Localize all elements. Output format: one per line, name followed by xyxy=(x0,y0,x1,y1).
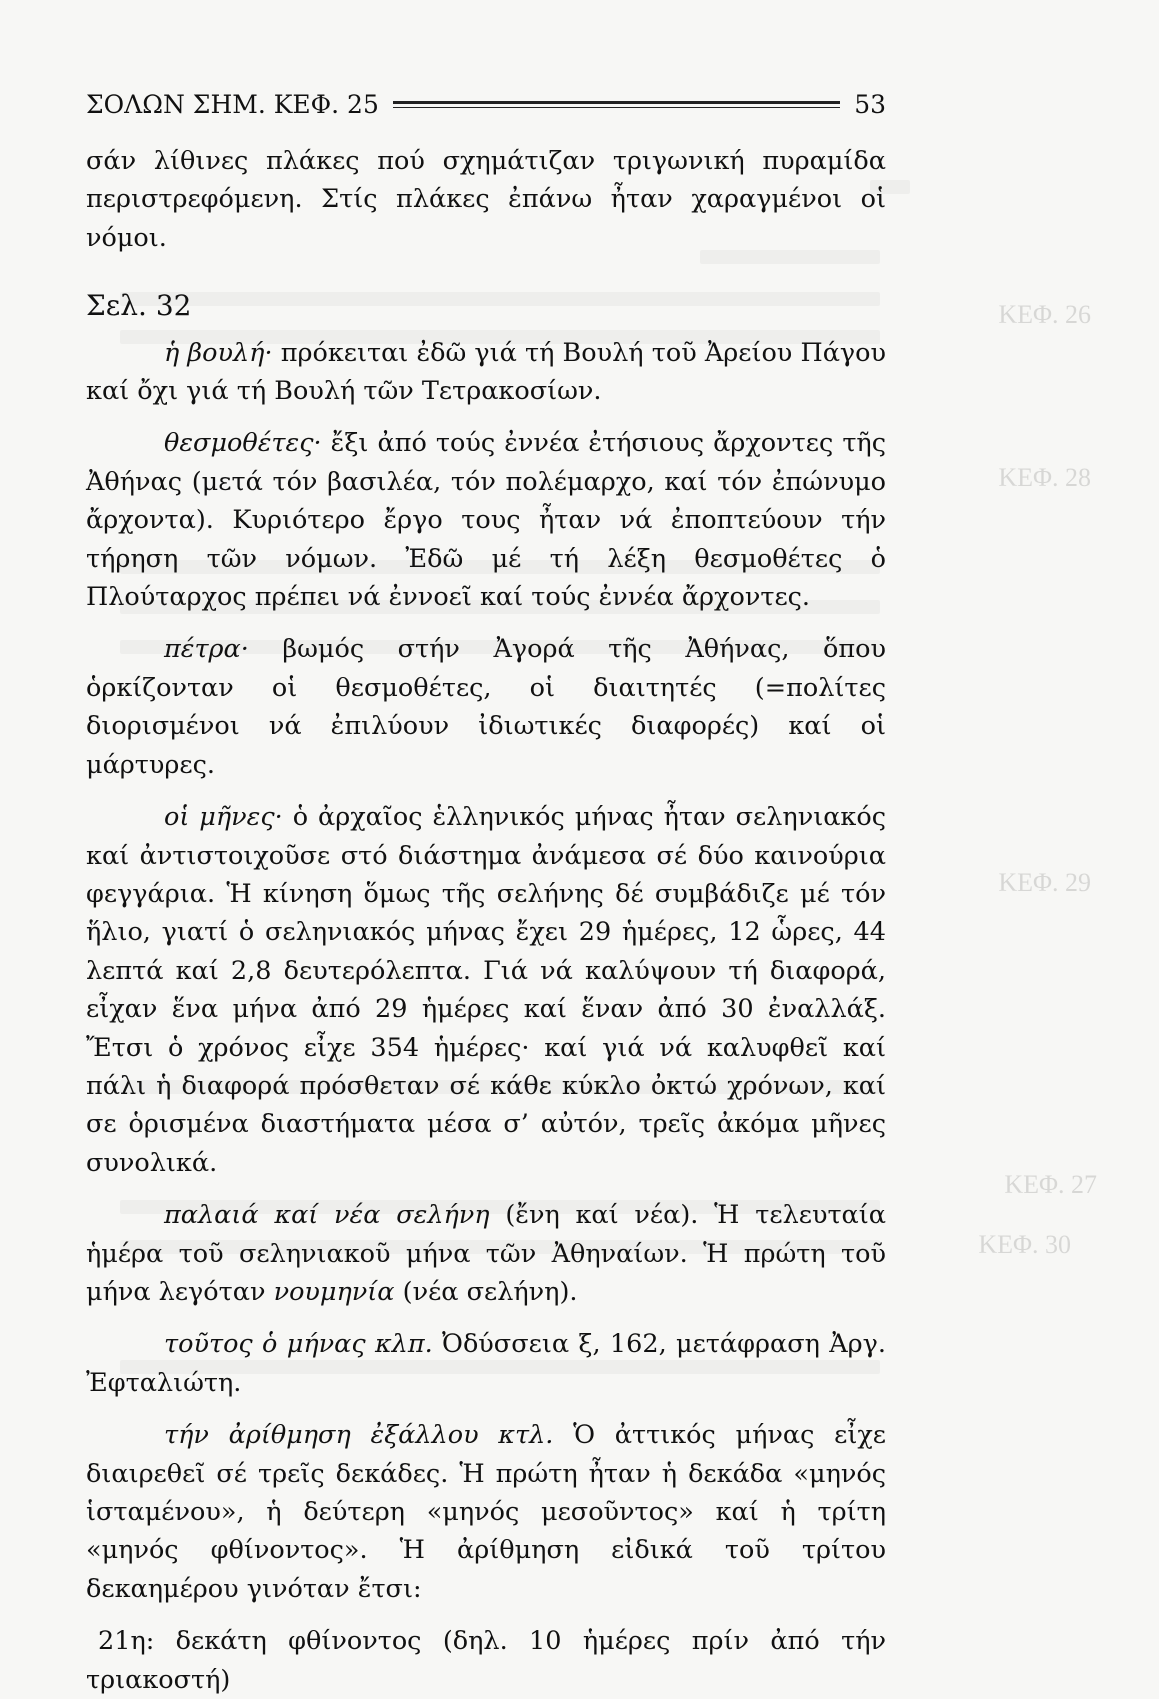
running-header xyxy=(86,86,886,122)
term: τοῦτος ὁ μήνας κλπ. xyxy=(164,1329,433,1360)
paragraph-text: ἔξι ἀπό τούς ἐννέα ἐτήσιους ἄρχοντες τῆς Ἀθήνας (μετά τόν βασιλέα, τόν πολέμαρχο, καί τόν ἐπώνυμο ἄρχοντα). Κυριότερο ἔργο τους ἦταν νά ἐποπτεύουν τήν τήρηση τῶν νόμων. Ἐδῶ μέ τή λέξη θεσμοθέτες ὁ Πλούταρχος πρέπει νά ἐννοεῖ καί τούς ἐννέα ἄρχοντες. xyxy=(86,428,886,613)
term: τήν ἀρίθμηση ἐξάλλου κτλ. xyxy=(164,1420,554,1451)
ghost-margin-label: ΚΕΦ. 26 xyxy=(998,300,1091,329)
paragraph xyxy=(86,424,886,616)
ghost-margin-label: ΚΕΦ. 30 xyxy=(978,1230,1071,1259)
page-body xyxy=(86,142,886,1699)
term: οἱ μῆνες· xyxy=(164,802,283,833)
ghost-margin-label: ΚΕΦ. 27 xyxy=(1004,1170,1097,1199)
paragraph-text: Ὀδύσσεια ξ, 162, μετάφραση Ἀργ. Ἐφταλιώτη. xyxy=(86,1329,886,1398)
paragraph-text: ὁ ἀρχαῖος ἑλληνικός μήνας ἦταν σεληνιακός καί ἀντιστοιχοῦσε στό διάστημα ἀνάμεσα σέ δύο καινούρια φεγγάρια. Ἡ κίνηση ὅμως τῆς σελήνης δέ συμβάδιζε μέ τόν ἥλιο, γιατί ὁ σεληνιακός μήνας ἔχει 29 ἡμέρες, 12 ὧρες, 44 λεπτά καί 2,8 δευτερόλεπτα. Γιά νά καλύψουν τή διαφορά, εἶχαν ἕνα μήνα ἀπό 29 ἡμέρες καί ἕναν ἀπό 30 ἐναλλάξ. Ἔτσι ὁ χρόνος εἶχε 354 ἡμέρες· καί γιά νά καλυφθεῖ καί πάλι ἡ διαφορά πρόσθεταν σέ κάθε κύκλο ὀκτώ χρόνων, καί σε ὁρισμένα διαστήματα μέσα σ’ αὐτόν, τρεῖς ἀκόμα μῆνες συνολικά. xyxy=(86,802,886,1178)
header-title: ΣΟΛΩΝ ΣΗΜ. ΚΕΦ. 25 xyxy=(86,89,379,119)
paragraph: 21η: δεκάτη φθίνοντος (δηλ. 10 ἡμέρες πρίν ἀπό τήν τριακοστή) xyxy=(86,1626,886,1695)
section-heading: Σελ. 32 xyxy=(86,289,192,323)
paragraph: σάν λίθινες πλάκες πού σχημάτιζαν τριγωνική πυραμίδα περιστρεφόμενη. Στίς πλάκες ἐπάνω ἦταν χαραγμένοι οἱ νόμοι. xyxy=(86,146,886,253)
paragraph xyxy=(86,798,886,1182)
term: ἡ βουλή· xyxy=(164,337,273,368)
paragraph xyxy=(86,1196,886,1311)
ghost-margin-label: ΚΕΦ. 28 xyxy=(998,463,1091,492)
term: θεσμοθέτες· xyxy=(164,428,322,459)
paragraph xyxy=(86,1416,886,1608)
term: παλαιά καί νέα σελήνη xyxy=(164,1200,490,1231)
page xyxy=(86,86,886,1699)
ghost-margin-label: ΚΕΦ. 29 xyxy=(998,868,1091,897)
paragraph-text: βωμός στήν Ἀγορά τῆς Ἀθήνας, ὅπου ὁρκίζονταν οἱ θεσμοθέτες, οἱ διαιτητές (=πολίτες διορισμένοι νά ἐπιλύουν ἰδιωτικές διαφορές) καί οἱ μάρτυρες. xyxy=(86,634,886,780)
paragraph-text: (νέα σελήνη). xyxy=(394,1276,578,1307)
paragraph xyxy=(86,630,886,784)
paragraph xyxy=(86,1325,886,1402)
header-rule xyxy=(393,101,840,108)
paragraph-text: πρόκειται ἐδῶ γιά τή Βουλή τοῦ Ἀρείου Πάγου καί ὄχι γιά τή Βουλή τῶν Τετρακοσίων. xyxy=(86,337,887,407)
paragraph-text: (ἔνη καί νέα). Ἡ τελευταία ἡμέρα τοῦ σεληνιακοῦ μήνα τῶν Ἀθηναίων. Ἡ πρώτη τοῦ μήνα λεγόταν xyxy=(86,1200,886,1307)
term: πέτρα· xyxy=(164,634,249,665)
paragraph-text: Ὁ ἀττικός μήνας εἶχε διαιρεθεῖ σέ τρεῖς δεκάδες. Ἡ πρώτη ἦταν ἡ δεκάδα «μηνός ἱσταμένου», ἡ δεύτερη «μηνός μεσοῦντος» καί ἡ τρίτη «μηνός φθίνοντος». Ἡ ἀρίθμηση εἰδικά τοῦ τρίτου δεκαημέρου γινόταν ἔτσι: xyxy=(86,1420,886,1604)
term: νουμηνία xyxy=(273,1276,395,1307)
paragraph xyxy=(86,334,886,411)
page-number: 53 xyxy=(854,89,886,119)
